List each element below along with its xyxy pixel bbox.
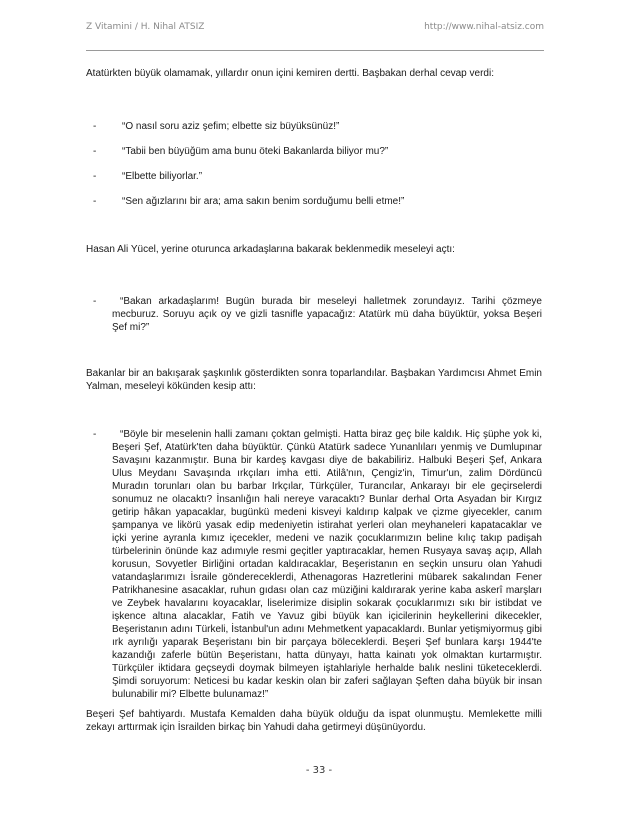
header-divider: [86, 50, 544, 51]
quote-dash: -: [93, 296, 97, 307]
dialog-dash: -: [93, 196, 97, 207]
header-title: Z Vitamini / H. Nihal ATSIZ: [86, 22, 205, 32]
dialog-dash: -: [93, 171, 97, 182]
quote-text: “Böyle bir meselenin halli zamanı çoktan gelmişti. Hatta biraz geç bile kaldık. Hiç şüphe yok ki, Beşeri Şef, Atatürk'ten daha büyüktür. Çünkü Atatürk sadece Yunanlıları yenmiş ve Dumlupınar Savaşını kazanmıştır. Buna bir kardeş kavgası diye de bakabiliriz. Halbuki Beşeri Şef, Ankara Ulus Meydanı Savaşında ırkçıları imha etti. Atilâ'nın, Çengiz'in, Timur'un, zalim Dördüncü Muradın torunları olan bu barbar Irkçılar, Türkçüler, Turancılar, Ankarayı bir ele geçirselerdi sonumuz ne olacaktı? İnsanlığın hali nereye varacaktı? Bunlar derhal Orta Asyadan bir Kırgız getirip hâkan yapacaklar, bugünkü medeni kisveyi kaldırıp kalpak ve çizme giyecekler, canım şampanya ve likörü yasak edip medeniyetin istirahat yerleri olan meyhaneleri kapatacaklar ve içki yerine ayranla kımız içecekler, medeni ve nazik çocuklarımızın beline kılıç takıp padişah türbelerinin önünde kaz adımıyle resmi geçitler yaptıracaklar, hemen Rusyaya savaş açıp, Allah korusun, Sovyetler Birliğini ortadan kaldıracaklar, Beşeristanın en seçkin unsuru olan Yahudi vatandaşlarımızı İsraile göndereceklerdi, Athenagoras Hazretlerini mübarek sakalından Fener Patrikhanesine asacaklar, ruhun gıdası olan caz müziğini kaldırarak yerine kaba askerî marşları ve Zeybek havalarını koyacaklar, liselerimize disiplin sokarak çocuklarımızı sıkı bir istibdat ve işkence altına alacaklar, Fatih ve Yavuz gibi büyük kan içicilerinin heykellerini dikecekler, Beşeristanın adını Türkeli, İstanbul'un adını Mehmetkent yapacaklardı. Bunlar yetişmiyormuş gibi ırk ayrılığı yaparak Beşeristanı bin bir parçaya böleceklerdi. Beşeri Şef bunlara karşı 1944'te kazandığı zaferle bütün Beşeristanı, hatta dünyayı, hatta kainatı yok olmaktan kurtarmıştır. Türkçüler iktidara geçseydi doymak bilmeyen iştahlariyle herhalde balık neslini tüketeceklerdi. Şimdi soruyorum: Neticesi bu kadar keskin olan bir zaferi sağlayan Şeften daha büyük bir insan bulunabilir mi? Elbette bulunamaz!”: [112, 429, 542, 700]
quote-text: “Bakan arkadaşlarım! Bugün burada bir meseleyi halletmek zorundayız. Tarihi çözmeye mecburuz. Soruyu açık oy ve gizli tasnifle yapacağız: Atatürk mü daha büyüktür, yoksa Beşeri Şef mi?”: [112, 296, 542, 333]
quote-bakan: [86, 295, 542, 334]
quote-yalman: [86, 428, 542, 701]
dialog-text: “Sen ağızlarını bir ara; ama sakın benim sorduğumu belli etme!”: [122, 196, 405, 207]
dialog-text: “O nasıl soru aziz şefim; elbette siz büyüksünüz!”: [122, 121, 340, 132]
header-url[interactable]: http://www.nihal-atsiz.com: [424, 22, 544, 32]
page-number: - 33 -: [305, 765, 333, 776]
dialog-dash: -: [93, 121, 97, 132]
paragraph-intro: Atatürkten büyük olamamak, yıllardır onun içini kemiren dertti. Başbakan derhal cevap verdi:: [86, 68, 494, 79]
dialog-dash: -: [93, 146, 97, 157]
page-header: [86, 22, 544, 36]
paragraph-closing: Beşeri Şef bahtiyardı. Mustafa Kemalden daha büyük olduğu da ispat olunmuştu. Memlekette milli zekayı arttırmak için İsrailden birkaç bin Yahudi daha getirmeyi düşünüyordu.: [86, 709, 542, 733]
quote-dash: -: [93, 429, 97, 440]
paragraph-yucel: Hasan Ali Yücel, yerine oturunca arkadaşlarına bakarak beklenmedik meseleyi açtı:: [86, 244, 455, 255]
dialog-text: “Tabii ben büyüğüm ama bunu öteki Bakanlarda biliyor mu?”: [122, 146, 389, 157]
dialog-text: “Elbette biliyorlar.”: [122, 171, 203, 182]
paragraph-bakanlar: Bakanlar bir an bakışarak şaşkınlık gösterdikten sonra toparlandılar. Başbakan Yardımcısı Ahmet Emin Yalman, meseleyi kökünden kesip attı:: [86, 368, 542, 392]
